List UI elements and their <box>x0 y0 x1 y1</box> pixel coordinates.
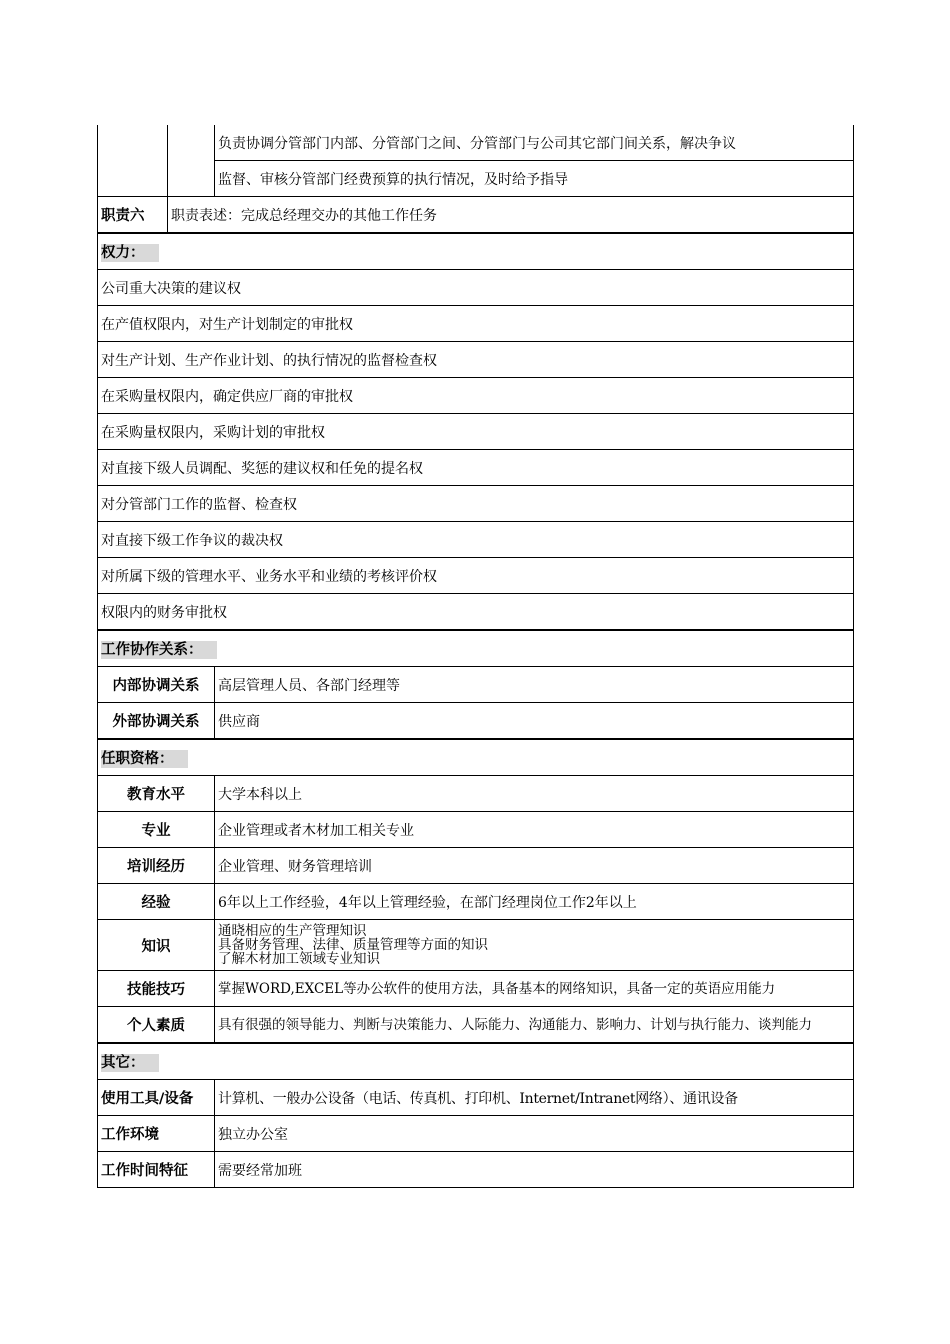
other-heading-row <box>98 1043 854 1080</box>
tools-row <box>98 1080 854 1116</box>
external-coop-row <box>98 703 854 740</box>
experience-label: 经验 <box>98 884 215 920</box>
power-item: 在采购量权限内，确定供应厂商的审批权 <box>98 378 854 414</box>
power-item: 在产值权限内，对生产计划制定的审批权 <box>98 306 854 342</box>
experience-row <box>98 884 854 920</box>
duty-six-text: 职责表述：完成总经理交办的其他工作任务 <box>168 197 854 234</box>
power-row <box>98 450 854 486</box>
power-item: 权限内的财务审批权 <box>98 594 854 631</box>
training-value: 企业管理、财务管理培训 <box>215 848 854 884</box>
power-row <box>98 378 854 414</box>
knowledge-value <box>215 920 854 971</box>
education-row <box>98 776 854 812</box>
section-heading <box>98 1043 854 1080</box>
environment-row <box>98 1116 854 1152</box>
coop-heading-row <box>98 630 854 667</box>
section-heading <box>98 630 854 667</box>
personal-label: 个人素质 <box>98 1007 215 1044</box>
power-item: 对生产计划、生产作业计划、的执行情况的监督检查权 <box>98 342 854 378</box>
personal-value: 具有很强的领导能力、判断与决策能力、人际能力、沟通能力、影响力、计划与执行能力、谈判能力 <box>215 1007 854 1044</box>
knowledge-line: 具备财务管理、法律、质量管理等方面的知识 <box>218 937 488 953</box>
environment-label: 工作环境 <box>98 1116 215 1152</box>
work-time-label: 工作时间特征 <box>98 1152 215 1188</box>
tools-value: 计算机、一般办公设备（电话、传真机、打印机、Internet/Intranet网络）、通讯设备 <box>215 1080 854 1116</box>
power-item: 在采购量权限内，采购计划的审批权 <box>98 414 854 450</box>
power-row <box>98 342 854 378</box>
experience-value: 6年以上工作经验，4年以上管理经验，在部门经理岗位工作2年以上 <box>215 884 854 920</box>
section-heading <box>98 739 854 776</box>
work-time-value: 需要经常加班 <box>215 1152 854 1188</box>
power-row <box>98 306 854 342</box>
external-coop-value: 供应商 <box>215 703 854 740</box>
internal-coop-row <box>98 667 854 703</box>
training-label: 培训经历 <box>98 848 215 884</box>
power-row <box>98 522 854 558</box>
skills-label: 技能技巧 <box>98 971 215 1007</box>
knowledge-line: 了解木材加工领域专业知识 <box>218 951 380 967</box>
power-item: 对直接下级工作争议的裁决权 <box>98 522 854 558</box>
power-row <box>98 486 854 522</box>
qual-heading-row <box>98 739 854 776</box>
major-label: 专业 <box>98 812 215 848</box>
work-time-row <box>98 1152 854 1188</box>
major-value: 企业管理或者木材加工相关专业 <box>215 812 854 848</box>
skills-row <box>98 971 854 1007</box>
other-heading: 其它： <box>101 1054 159 1072</box>
skills-value: 掌握WORD,EXCEL等办公软件的使用方法，具备基本的网络知识，具备一定的英语应用能力 <box>215 971 854 1007</box>
personal-row <box>98 1007 854 1044</box>
internal-coop-label: 内部协调关系 <box>98 667 215 703</box>
environment-value: 独立办公室 <box>215 1116 854 1152</box>
power-row <box>98 270 854 306</box>
knowledge-label: 知识 <box>98 920 215 971</box>
job-description-document <box>97 125 853 1188</box>
power-item: 对分管部门工作的监督、检查权 <box>98 486 854 522</box>
blank-cell <box>98 125 168 197</box>
power-item: 对所属下级的管理水平、业务水平和业绩的考核评价权 <box>98 558 854 594</box>
internal-coop-value: 高层管理人员、各部门经理等 <box>215 667 854 703</box>
duty-six-row <box>98 197 854 234</box>
powers-heading-row <box>98 233 854 270</box>
job-description-table <box>97 125 854 1188</box>
duty-text: 负责协调分管部门内部、分管部门之间、分管部门与公司其它部门间关系，解决争议 <box>215 125 854 161</box>
duty-six-label: 职责六 <box>98 197 168 234</box>
major-row <box>98 812 854 848</box>
education-value: 大学本科以上 <box>215 776 854 812</box>
power-row <box>98 594 854 631</box>
qual-heading: 任职资格： <box>101 750 188 768</box>
training-row <box>98 848 854 884</box>
knowledge-line: 通晓相应的生产管理知识 <box>218 923 367 939</box>
power-row <box>98 558 854 594</box>
powers-heading: 权力： <box>101 244 159 262</box>
power-item: 对直接下级人员调配、奖惩的建议权和任免的提名权 <box>98 450 854 486</box>
power-item: 公司重大决策的建议权 <box>98 270 854 306</box>
knowledge-row <box>98 920 854 971</box>
tools-label: 使用工具/设备 <box>98 1080 215 1116</box>
duty-text: 监督、审核分管部门经费预算的执行情况，及时给予指导 <box>215 161 854 197</box>
power-row <box>98 414 854 450</box>
section-heading <box>98 233 854 270</box>
duty-continuation-row <box>98 125 854 161</box>
coop-heading: 工作协作关系： <box>101 641 217 659</box>
education-label: 教育水平 <box>98 776 215 812</box>
blank-cell <box>168 125 215 197</box>
external-coop-label: 外部协调关系 <box>98 703 215 740</box>
